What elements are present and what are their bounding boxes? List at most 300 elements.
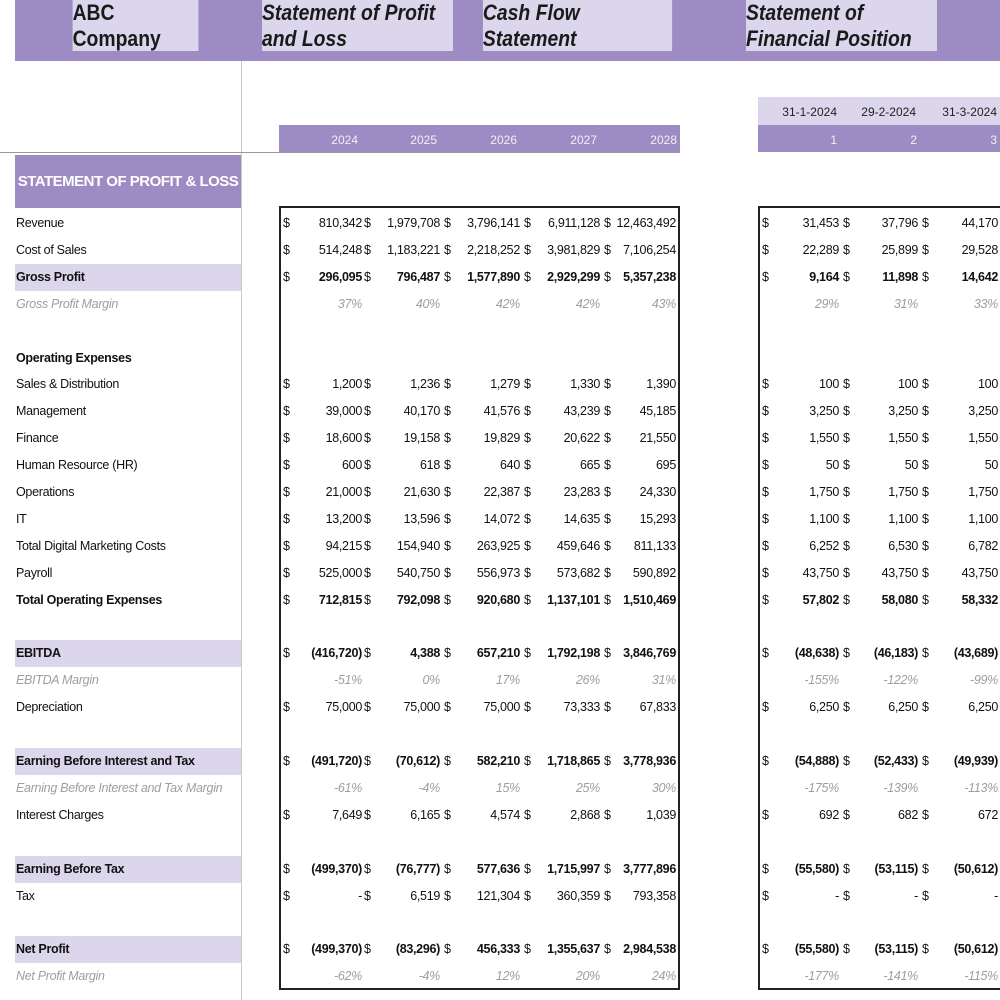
monthly-value-cell[interactable]: 57,802: [802, 592, 839, 607]
currency-symbol: $: [444, 861, 451, 876]
annual-value-cell[interactable]: 5,357,238: [623, 269, 676, 284]
monthly-value-cell[interactable]: -177%: [804, 969, 839, 984]
annual-value-cell[interactable]: 7,106,254: [623, 242, 676, 257]
monthly-value-cell[interactable]: 100: [978, 377, 998, 392]
annual-value-cell[interactable]: 525,000: [318, 565, 362, 580]
currency-symbol: $: [364, 242, 371, 257]
currency-symbol: $: [524, 216, 531, 230]
row-label[interactable]: Payroll: [16, 565, 53, 580]
currency-symbol: $: [524, 431, 531, 446]
annual-value-cell[interactable]: 6,519: [410, 888, 440, 903]
annual-value-cell[interactable]: 26%: [575, 673, 600, 688]
currency-symbol: $: [604, 242, 611, 257]
row-label[interactable]: Revenue: [16, 216, 64, 230]
currency-symbol: $: [604, 538, 611, 553]
monthly-value-cell[interactable]: 29%: [814, 296, 839, 311]
monthly-value-cell[interactable]: 6,250: [888, 700, 918, 715]
monthly-value-cell[interactable]: 43,750: [961, 565, 998, 580]
monthly-value-cell[interactable]: 1,100: [968, 511, 998, 526]
annual-value-cell[interactable]: 154,940: [396, 538, 440, 553]
monthly-value-cell[interactable]: 1,100: [888, 511, 918, 526]
annual-value-cell[interactable]: 75,000: [483, 700, 520, 715]
annual-value-cell[interactable]: 4,388: [410, 646, 440, 661]
row-label[interactable]: Management: [16, 404, 86, 419]
annual-value-cell[interactable]: 40,170: [403, 404, 440, 419]
annual-value-cell[interactable]: 14,072: [483, 511, 520, 526]
currency-symbol: $: [444, 538, 451, 553]
monthly-value-cell[interactable]: 692: [819, 807, 839, 822]
currency-symbol: $: [524, 269, 531, 284]
annual-value-cell[interactable]: 1,039: [646, 807, 676, 822]
annual-value-cell[interactable]: 1,792,198: [547, 646, 600, 661]
annual-value-cell[interactable]: 25%: [575, 780, 600, 795]
currency-symbol: $: [922, 942, 929, 957]
annual-value-cell[interactable]: 42%: [575, 296, 600, 311]
currency-symbol: $: [843, 431, 850, 446]
currency-symbol: $: [922, 888, 929, 903]
annual-value-cell[interactable]: 94,215: [325, 538, 362, 553]
currency-symbol: $: [762, 431, 769, 446]
monthly-value-cell[interactable]: (46,183): [873, 646, 918, 661]
monthly-value-cell[interactable]: 672: [978, 807, 998, 822]
annual-value-cell[interactable]: 1,577,890: [467, 269, 520, 284]
monthly-value-cell[interactable]: 6,250: [809, 700, 839, 715]
nav-financial-position-button[interactable]: Statement of Financial Position: [746, 0, 937, 51]
monthly-value-cell[interactable]: 50: [825, 458, 839, 473]
currency-symbol: $: [604, 377, 611, 392]
row-label-background: [15, 829, 241, 856]
currency-symbol: $: [843, 485, 850, 499]
annual-value-cell[interactable]: 18,600: [325, 431, 362, 446]
annual-value-cell[interactable]: (499,370): [311, 861, 362, 876]
currency-symbol: $: [922, 861, 929, 876]
monthly-value-cell[interactable]: 1,100: [809, 511, 839, 526]
currency-symbol: $: [843, 269, 850, 284]
annual-value-cell[interactable]: 23,283: [563, 485, 600, 499]
currency-symbol: $: [444, 431, 451, 446]
currency-symbol: $: [283, 700, 290, 715]
annual-value-cell[interactable]: 67,833: [639, 700, 676, 715]
currency-symbol: $: [604, 216, 611, 230]
monthly-value-cell[interactable]: 50: [904, 458, 918, 473]
monthly-value-cell[interactable]: 33%: [973, 296, 998, 311]
table-row: [0, 856, 1000, 883]
annual-value-cell[interactable]: 2,929,299: [547, 269, 600, 284]
annual-value-cell[interactable]: 42%: [495, 296, 520, 311]
monthly-value-cell[interactable]: 25,899: [881, 242, 918, 257]
annual-value-cell[interactable]: 39,000: [325, 404, 362, 419]
monthly-value-cell[interactable]: -99%: [970, 673, 998, 688]
table-row: [0, 694, 1000, 721]
currency-symbol: $: [524, 485, 531, 499]
currency-symbol: $: [444, 404, 451, 419]
annual-value-cell[interactable]: 19,829: [483, 431, 520, 446]
annual-value-cell[interactable]: 3,778,936: [623, 754, 676, 768]
row-label[interactable]: Total Operating Expenses: [16, 592, 163, 607]
monthly-value-cell[interactable]: (43,689): [953, 646, 998, 661]
annual-value-cell[interactable]: 1,183,221: [387, 242, 440, 257]
monthly-value-cell[interactable]: 1,750: [888, 485, 918, 499]
currency-symbol: $: [524, 888, 531, 903]
annual-value-cell[interactable]: 15,293: [639, 511, 676, 526]
annual-value-cell[interactable]: 1,200: [332, 377, 362, 392]
monthly-value-cell[interactable]: 14,642: [961, 269, 998, 284]
annual-value-cell[interactable]: 590,892: [632, 565, 676, 580]
currency-symbol: $: [604, 431, 611, 446]
annual-value-cell[interactable]: 37%: [337, 296, 362, 311]
currency-symbol: $: [283, 404, 290, 419]
currency-symbol: $: [762, 511, 769, 526]
table-row: [0, 318, 1000, 345]
annual-value-cell[interactable]: 459,646: [556, 538, 600, 553]
monthly-value-cell[interactable]: 58,080: [881, 592, 918, 607]
monthly-value-cell[interactable]: -: [835, 888, 839, 903]
annual-value-cell[interactable]: (499,370): [311, 942, 362, 957]
monthly-value-cell[interactable]: (50,612): [953, 861, 998, 876]
monthly-value-cell[interactable]: (48,638): [794, 646, 839, 661]
annual-value-cell[interactable]: 456,333: [476, 942, 520, 957]
monthly-value-cell[interactable]: 6,252: [809, 538, 839, 553]
annual-value-cell[interactable]: 793,358: [632, 888, 676, 903]
row-label[interactable]: IT: [16, 511, 27, 526]
currency-symbol: $: [922, 216, 929, 230]
monthly-value-cell[interactable]: -122%: [883, 673, 918, 688]
currency-symbol: $: [364, 511, 371, 526]
monthly-value-cell[interactable]: 22,289: [802, 242, 839, 257]
monthly-value-cell[interactable]: -175%: [804, 780, 839, 795]
table-row: [0, 371, 1000, 398]
table-row: [0, 775, 1000, 802]
annual-value-cell[interactable]: 13,596: [403, 511, 440, 526]
monthly-value-cell[interactable]: -141%: [883, 969, 918, 984]
monthly-value-cell[interactable]: 58,332: [961, 592, 998, 607]
annual-value-cell[interactable]: -62%: [334, 969, 362, 984]
currency-symbol: $: [283, 242, 290, 257]
annual-value-cell[interactable]: 792,098: [396, 592, 440, 607]
annual-value-cell[interactable]: 17%: [495, 673, 520, 688]
monthly-value-cell[interactable]: 100: [819, 377, 839, 392]
row-label[interactable]: Total Digital Marketing Costs: [16, 538, 166, 553]
monthly-value-cell[interactable]: 1,550: [888, 431, 918, 446]
row-label[interactable]: Gross Profit: [16, 269, 85, 284]
table-row: [0, 533, 1000, 560]
annual-value-cell[interactable]: (76,777): [395, 861, 440, 876]
currency-symbol: $: [762, 942, 769, 957]
annual-value-cell[interactable]: 1,236: [410, 377, 440, 392]
monthly-value-cell[interactable]: 9,164: [809, 269, 839, 284]
monthly-value-cell[interactable]: (54,888): [794, 754, 839, 768]
annual-value-cell[interactable]: 21,630: [403, 485, 440, 499]
row-label[interactable]: Operating Expenses: [16, 350, 132, 365]
table-row: [0, 452, 1000, 479]
currency-symbol: $: [364, 888, 371, 903]
monthly-value-cell[interactable]: -: [994, 888, 998, 903]
annual-value-cell[interactable]: 577,636: [476, 861, 520, 876]
currency-symbol: $: [283, 646, 290, 661]
monthly-value-cell[interactable]: 3,250: [888, 404, 918, 419]
table-row: [0, 398, 1000, 425]
annual-value-cell[interactable]: 4,574: [490, 807, 520, 822]
annual-value-cell[interactable]: 1,137,101: [547, 592, 600, 607]
monthly-value-cell[interactable]: 6,782: [968, 538, 998, 553]
annual-value-cell[interactable]: 1,718,865: [547, 754, 600, 768]
annual-value-cell[interactable]: 796,487: [396, 269, 440, 284]
annual-value-cell[interactable]: 15%: [495, 780, 520, 795]
annual-value-cell[interactable]: 514,248: [318, 242, 362, 257]
annual-value-cell[interactable]: 24,330: [639, 485, 676, 499]
row-label[interactable]: Operations: [16, 485, 75, 499]
monthly-value-cell[interactable]: -113%: [964, 780, 998, 795]
annual-value-cell[interactable]: 41,576: [483, 404, 520, 419]
monthly-value-cell[interactable]: 29,528: [961, 242, 998, 257]
annual-value-cell[interactable]: 2,218,252: [467, 242, 520, 257]
annual-value-cell[interactable]: 73,333: [563, 700, 600, 715]
monthly-value-cell[interactable]: 50: [984, 458, 998, 473]
row-label[interactable]: Tax: [16, 888, 35, 903]
annual-value-cell[interactable]: -51%: [334, 673, 362, 688]
annual-value-cell[interactable]: 21,550: [639, 431, 676, 446]
currency-symbol: $: [604, 565, 611, 580]
currency-symbol: $: [922, 431, 929, 446]
currency-symbol: $: [283, 807, 290, 822]
annual-value-cell[interactable]: 1,715,997: [547, 861, 600, 876]
row-label[interactable]: Gross Profit Margin: [16, 296, 118, 311]
row-label[interactable]: Depreciation: [16, 700, 83, 715]
monthly-value-cell[interactable]: (49,939): [953, 754, 998, 768]
row-label[interactable]: Earning Before Interest and Tax Margin: [16, 780, 223, 795]
currency-symbol: $: [364, 592, 371, 607]
annual-value-cell[interactable]: 6,911,128: [548, 216, 600, 230]
annual-value-cell[interactable]: 20,622: [563, 431, 600, 446]
monthly-value-cell[interactable]: 37,796: [881, 216, 918, 230]
monthly-value-cell[interactable]: 11,898: [882, 269, 918, 284]
monthly-value-cell[interactable]: 31%: [893, 296, 918, 311]
currency-symbol: $: [444, 807, 451, 822]
currency-symbol: $: [524, 377, 531, 392]
currency-symbol: $: [283, 485, 290, 499]
annual-value-cell[interactable]: 600: [342, 458, 362, 473]
annual-value-cell[interactable]: 1,979,708: [387, 216, 440, 230]
currency-symbol: $: [922, 458, 929, 473]
year-label: 2027: [570, 133, 597, 147]
currency-symbol: $: [604, 592, 611, 607]
row-label[interactable]: Interest Charges: [16, 807, 104, 822]
annual-value-cell[interactable]: 3,777,896: [623, 861, 676, 876]
annual-value-cell[interactable]: 582,210: [476, 754, 520, 768]
annual-value-cell[interactable]: 1,330: [570, 377, 600, 392]
monthly-value-cell[interactable]: 31,453: [802, 216, 839, 230]
annual-value-cell[interactable]: (491,720): [311, 754, 362, 768]
annual-value-cell[interactable]: 360,359: [556, 888, 600, 903]
monthly-value-cell[interactable]: 6,250: [968, 700, 998, 715]
table-row: [0, 506, 1000, 533]
monthly-value-cell[interactable]: 3,250: [809, 404, 839, 419]
row-label[interactable]: Finance: [16, 431, 59, 446]
monthly-value-cell[interactable]: 1,750: [968, 485, 998, 499]
monthly-value-cell[interactable]: 6,530: [888, 538, 918, 553]
annual-value-cell[interactable]: 3,796,141: [467, 216, 520, 230]
annual-value-cell[interactable]: 296,095: [318, 269, 362, 284]
currency-symbol: $: [762, 377, 769, 392]
annual-value-cell[interactable]: -: [358, 888, 362, 903]
row-label[interactable]: EBITDA: [16, 646, 61, 661]
annual-value-cell[interactable]: 1,510,469: [623, 592, 676, 607]
annual-value-cell[interactable]: 121,304: [476, 888, 520, 903]
annual-value-cell[interactable]: 657,210: [476, 646, 520, 661]
monthly-value-cell[interactable]: -155%: [804, 673, 839, 688]
currency-symbol: $: [364, 807, 371, 822]
annual-value-cell[interactable]: 45,185: [639, 404, 676, 419]
annual-value-cell[interactable]: 263,925: [476, 538, 520, 553]
annual-value-cell[interactable]: 19,158: [403, 431, 440, 446]
monthly-value-cell[interactable]: 44,170: [961, 216, 998, 230]
monthly-value-cell[interactable]: 682: [898, 807, 918, 822]
currency-symbol: $: [364, 538, 371, 553]
row-label[interactable]: EBITDA Margin: [16, 673, 99, 688]
annual-value-cell[interactable]: 920,680: [476, 592, 520, 607]
annual-value-cell[interactable]: (70,612): [395, 754, 440, 768]
annual-value-cell[interactable]: 6,165: [410, 807, 440, 822]
monthly-value-cell[interactable]: (53,115): [874, 861, 918, 876]
table-row: [0, 883, 1000, 910]
monthly-value-cell[interactable]: (55,580): [794, 942, 839, 957]
year-label: 2024: [331, 133, 358, 147]
currency-symbol: $: [922, 646, 929, 661]
annual-value-cell[interactable]: 1,355,637: [547, 942, 600, 957]
currency-symbol: $: [444, 242, 451, 257]
currency-symbol: $: [283, 458, 290, 473]
annual-value-cell[interactable]: 30%: [651, 780, 676, 795]
table-row: [0, 829, 1000, 856]
annual-value-cell[interactable]: 21,000: [325, 485, 362, 499]
nav-profit-loss-button[interactable]: Statement of Profit and Loss: [262, 0, 453, 51]
annual-value-cell[interactable]: 22,387: [483, 485, 520, 499]
annual-value-cell[interactable]: 811,133: [633, 538, 676, 553]
currency-symbol: $: [922, 700, 929, 715]
monthly-value-cell[interactable]: 100: [898, 377, 918, 392]
monthly-value-cell[interactable]: -139%: [883, 780, 918, 795]
annual-value-cell[interactable]: 2,868: [570, 807, 600, 822]
currency-symbol: $: [283, 861, 290, 876]
nav-cash-flow-button[interactable]: Cash Flow Statement: [483, 0, 672, 51]
annual-value-cell[interactable]: 43,239: [563, 404, 600, 419]
annual-value-cell[interactable]: 3,846,769: [623, 646, 676, 661]
currency-symbol: $: [524, 458, 531, 473]
currency-symbol: $: [364, 377, 371, 392]
annual-value-cell[interactable]: 1,279: [490, 377, 520, 392]
table-row: [0, 802, 1000, 829]
nav-company-button[interactable]: ABC Company: [73, 0, 199, 51]
monthly-value-cell[interactable]: 43,750: [881, 565, 918, 580]
currency-symbol: $: [444, 377, 451, 392]
annual-value-cell[interactable]: -61%: [334, 780, 362, 795]
monthly-value-cell[interactable]: 1,550: [968, 431, 998, 446]
row-label[interactable]: Net Profit Margin: [16, 969, 105, 984]
monthly-value-cell[interactable]: (50,612): [953, 942, 998, 957]
currency-symbol: $: [283, 754, 290, 768]
annual-value-cell[interactable]: 573,682: [556, 565, 600, 580]
currency-symbol: $: [524, 404, 531, 419]
currency-symbol: $: [444, 216, 451, 230]
annual-value-cell[interactable]: 24%: [651, 969, 676, 984]
annual-value-cell[interactable]: 43%: [651, 296, 676, 311]
annual-value-cell[interactable]: 12,463,492: [616, 216, 676, 230]
annual-value-cell[interactable]: 665: [580, 458, 600, 473]
currency-symbol: $: [922, 485, 929, 499]
row-label[interactable]: Earning Before Interest and Tax: [16, 754, 195, 768]
header-divider: [0, 152, 680, 153]
annual-value-cell[interactable]: 0%: [422, 673, 440, 688]
annual-value-cell[interactable]: 810,342: [318, 216, 362, 230]
row-label[interactable]: Cost of Sales: [16, 242, 87, 257]
monthly-value-cell[interactable]: (53,115): [874, 942, 918, 957]
currency-symbol: $: [444, 888, 451, 903]
currency-symbol: $: [762, 807, 769, 822]
table-row: [0, 264, 1000, 291]
annual-value-cell[interactable]: 1,390: [646, 377, 676, 392]
currency-symbol: $: [604, 807, 611, 822]
annual-value-cell[interactable]: 695: [656, 458, 676, 473]
monthly-value-cell[interactable]: 1,750: [809, 485, 839, 499]
annual-value-cell[interactable]: 40%: [415, 296, 440, 311]
monthly-value-cell[interactable]: -: [914, 888, 918, 903]
monthly-value-cell[interactable]: 43,750: [802, 565, 839, 580]
annual-value-cell[interactable]: 556,973: [476, 565, 520, 580]
currency-symbol: $: [922, 404, 929, 419]
month-date: 29-2-2024: [861, 105, 916, 119]
annual-value-cell[interactable]: 13,200: [325, 511, 362, 526]
currency-symbol: $: [524, 861, 531, 876]
currency-symbol: $: [364, 942, 371, 957]
row-label[interactable]: Earning Before Tax: [16, 861, 125, 876]
currency-symbol: $: [762, 485, 769, 499]
annual-value-cell[interactable]: 14,635: [563, 511, 600, 526]
annual-value-cell[interactable]: 540,750: [396, 565, 440, 580]
annual-value-cell[interactable]: -4%: [418, 969, 440, 984]
currency-symbol: $: [843, 458, 850, 473]
monthly-value-cell[interactable]: 1,550: [809, 431, 839, 446]
currency-symbol: $: [364, 700, 371, 715]
row-label[interactable]: Net Profit: [16, 942, 70, 957]
annual-value-cell[interactable]: 75,000: [403, 700, 440, 715]
year-label: 2026: [490, 133, 517, 147]
annual-value-cell[interactable]: 7,649: [332, 807, 362, 822]
row-label-background: [15, 721, 241, 748]
annual-value-cell[interactable]: -4%: [418, 780, 440, 795]
row-label[interactable]: Human Resource (HR): [16, 458, 138, 473]
monthly-value-cell[interactable]: (52,433): [873, 754, 918, 768]
monthly-value-cell[interactable]: -115%: [964, 969, 998, 984]
monthly-value-cell[interactable]: 3,250: [968, 404, 998, 419]
annual-value-cell[interactable]: 640: [500, 458, 520, 473]
currency-symbol: $: [283, 888, 290, 903]
annual-value-cell[interactable]: (416,720): [311, 646, 362, 661]
currency-symbol: $: [843, 404, 850, 419]
annual-value-cell[interactable]: (83,296): [395, 942, 440, 957]
table-row: [0, 237, 1000, 264]
monthly-value-cell[interactable]: (55,580): [794, 861, 839, 876]
annual-value-cell[interactable]: 712,815: [318, 592, 362, 607]
row-label[interactable]: Sales & Distribution: [16, 377, 120, 392]
annual-value-cell[interactable]: 2,984,538: [623, 942, 676, 957]
annual-value-cell[interactable]: 618: [420, 458, 440, 473]
annual-value-cell[interactable]: 20%: [575, 969, 600, 984]
annual-value-cell[interactable]: 75,000: [325, 700, 362, 715]
annual-value-cell[interactable]: 12%: [495, 969, 520, 984]
annual-value-cell[interactable]: 31%: [651, 673, 676, 688]
annual-value-cell[interactable]: 3,981,829: [547, 242, 600, 257]
currency-symbol: $: [364, 754, 371, 768]
